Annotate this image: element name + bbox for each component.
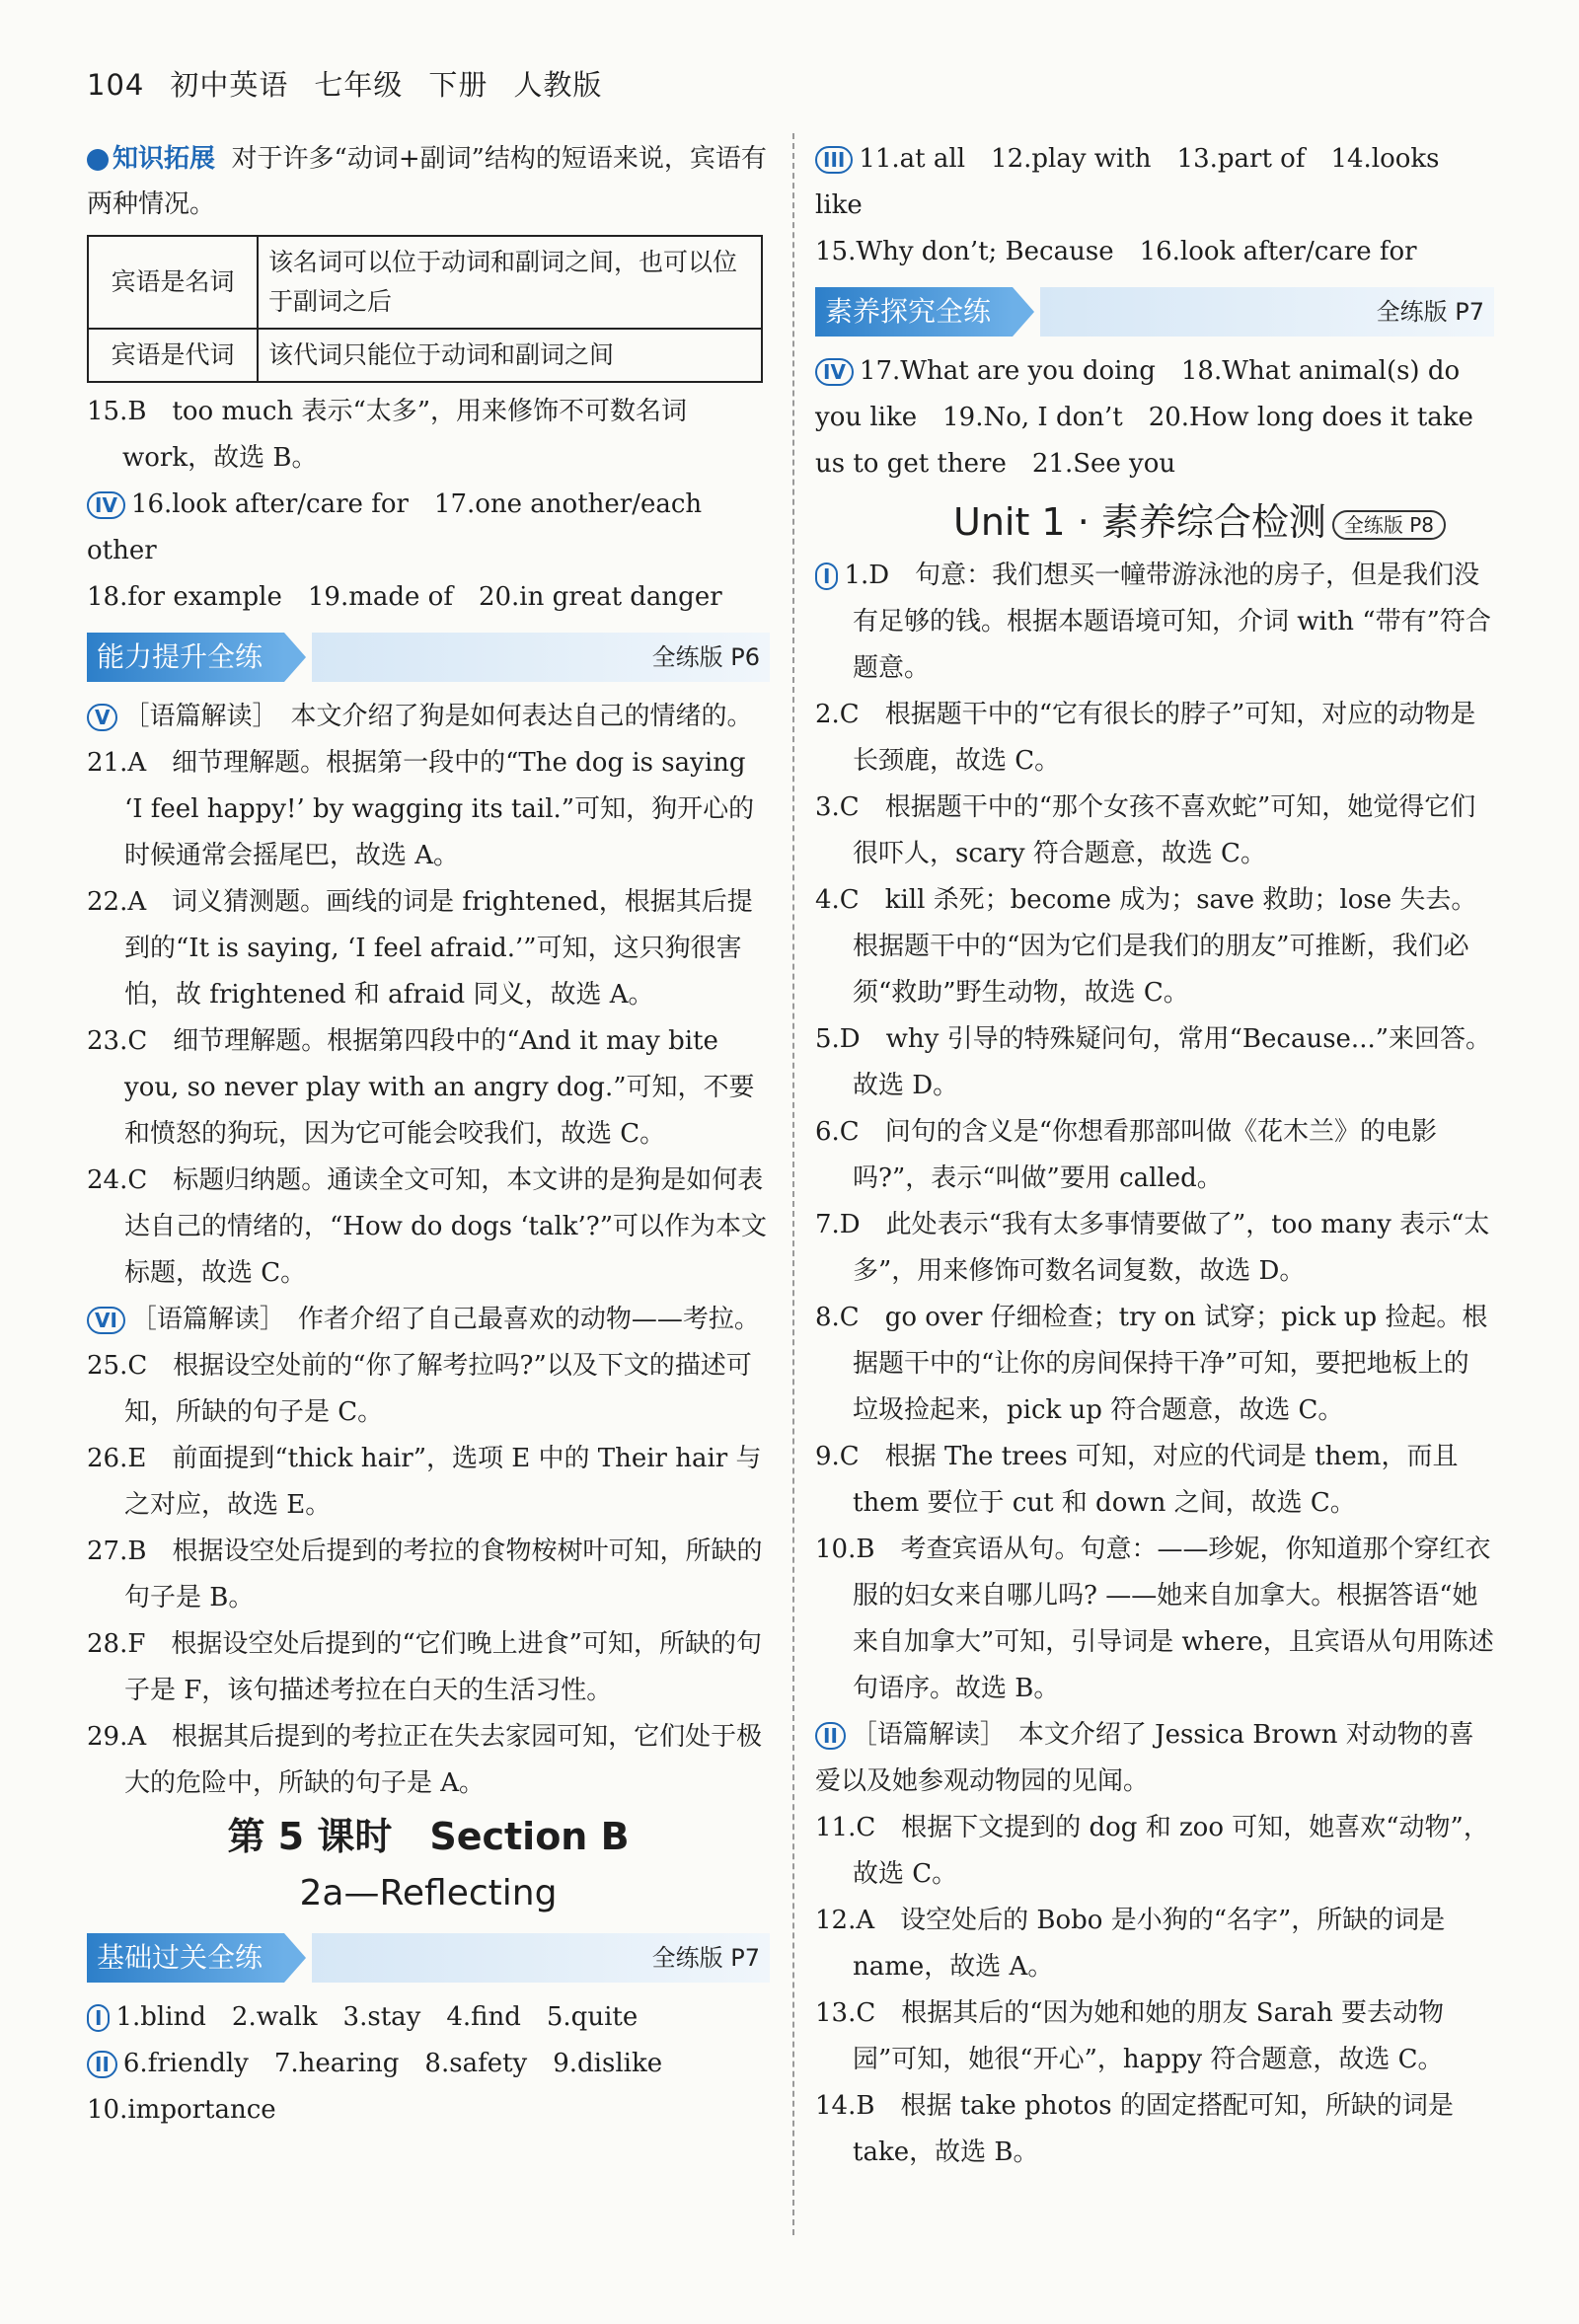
roman-badge: II (815, 1722, 846, 1750)
answer-line: 15.Why don’t; Because 16.look after/care for (815, 237, 1417, 266)
answer-line: 6.friendly 7.hearing 8.safety 9.dislike (122, 2049, 663, 2078)
header-volume: 下册 (428, 68, 489, 102)
banner-ability (87, 633, 770, 682)
reading-intro-text: ［语篇解读］ 作者介绍了自己最喜欢的动物——考拉。 (130, 1305, 760, 1334)
reading-intro-ii (815, 1712, 1494, 1805)
answer-9: 9.C 根据 The trees 可知，对应的代词是 them，而且 them 要位于 cut 和 down 之间，故选 C。 (815, 1442, 1459, 1518)
roman-badge: II (87, 2051, 117, 2078)
answer-27: 27.B 根据设空处后提到的考拉的食物桉树叶可知，所缺的句子是 B。 (87, 1537, 763, 1612)
answer-3: 3.C 根据题干中的“那个女孩不喜欢蛇”可知，她觉得它们很吓人，scary 符合题意，故选 C。 (815, 792, 1476, 868)
answer-7: 7.D 此处表示“我有太多事情要做了”，too many 表示“太多”，用来修饰可数名词复数，故选 D。 (815, 1210, 1490, 1286)
column-divider (792, 133, 794, 2235)
roman-badge: IV (815, 358, 854, 386)
roman-badge: I (87, 2004, 110, 2032)
answer-11: 11.C 根据下文提到的 dog 和 zoo 可知，她喜欢“动物”，故选 C。 (815, 1813, 1489, 1889)
object-table (87, 235, 763, 383)
answer-group-iv (815, 348, 1494, 487)
header-grade: 七年级 (314, 68, 404, 102)
reading-intro-text: ［语篇解读］ 本文介绍了狗是如何表达自己的情绪的。 (123, 702, 753, 731)
table-row (88, 236, 762, 329)
table-cell-value: 该名词可以位于动词和副词之间，也可以位于副词之后 (258, 236, 762, 329)
answer-26: 26.E 前面提到“thick hair”，选项 E 中的 Their hair 与之对应，故选 E。 (87, 1444, 762, 1520)
answer-29: 29.A 根据其后提到的考拉正在失去家园可知，它们处于极大的危险中，所缺的句子是 A。 (87, 1722, 763, 1798)
extension-text: 对于许多“动词+副词”结构的短语来说，宾语有两种情况。 (87, 144, 767, 219)
reading-intro-vi (87, 1297, 770, 1343)
banner-label: 能力提升全练 (87, 633, 284, 682)
table-cell-value: 该代词只能位于动词和副词之间 (258, 329, 762, 382)
answer-23: 23.C 细节理解题。根据第四段中的“And it may bite you, so never play with an angry dog.”可知，不要和愤怒的狗玩，因为它可能会咬我们，故选 C。 (87, 1026, 755, 1149)
answer-21: 21.A 细节理解题。根据第一段中的“The dog is saying ‘I feel happy!’ by wagging its tail.”可知，狗开心的时候通常会摇尾巴，故选 A。 (87, 748, 755, 870)
answer-15: 15.B too much 表示“太多”，用来修饰不可数名词 work，故选 B。 (87, 397, 688, 473)
roman-badge: III (815, 146, 853, 174)
lesson-title: 第 5 课时 Section B (227, 1815, 630, 1858)
answer-5: 5.D why 引导的特殊疑问句，常用“Because...”来回答。故选 D。 (815, 1024, 1492, 1100)
answer-line: 18.for example 19.made of 20.in great danger (87, 582, 722, 612)
banner-tag: 全练版 P7 (651, 1944, 760, 1972)
answer-4: 4.C kill 杀死；become 成为；save 救助；lose 失去。根据题干中的“因为它们是我们的朋友”可推断，我们必须“救助”野生动物，故选 C。 (815, 885, 1477, 1008)
answer-text: 1.D 句意：我们想买一幢带游泳池的房子，但是我们没有足够的钱。根据本题语境可知，介词 with “带有”符合题意。 (844, 561, 1491, 683)
header-subject: 初中英语 (170, 68, 289, 102)
answer-group-ii (87, 2041, 770, 2087)
unit-title-text: Unit 1 · 素养综合检测 (953, 500, 1326, 544)
table-cell-key: 宾语是代词 (88, 329, 258, 382)
answer-8: 8.C go over 仔细检查；try on 试穿；pick up 捡起。根据题干中的“让你的房间保持干净”可知，要把地板上的垃圾捡起来，pick up 符合题意，故选 C。 (815, 1303, 1488, 1425)
answer-group-iii (815, 136, 1494, 229)
answer-24: 24.C 标题归纳题。通读全文可知，本文讲的是狗是如何表达自己的情绪的，“How do dogs ‘talk’?”可以作为本文标题，故选 C。 (87, 1165, 768, 1288)
banner-tag: 全练版 P6 (651, 643, 760, 671)
answer-2: 2.C 根据题干中的“它有很长的脖子”可知，对应的动物是长颈鹿，故选 C。 (815, 700, 1476, 776)
table-cell-key: 宾语是名词 (88, 236, 258, 329)
answer-group-i (87, 1994, 770, 2041)
page-number: 104 (87, 68, 145, 102)
unit-tag: 全练版 P8 (1332, 510, 1446, 540)
banner-inquiry (815, 287, 1494, 337)
answer-13: 13.C 根据其后的“因为她和她的朋友 Sarah 要去动物园”可知，她很“开心”，happy 符合题意，故选 C。 (815, 1998, 1445, 2074)
extension-icon (87, 149, 109, 171)
banner-label: 素养探究全练 (815, 287, 1013, 337)
roman-badge: IV (87, 491, 125, 519)
answer-line: 16.look after/care for 17.one another/each other (87, 489, 703, 565)
answer-25: 25.C 根据设空处前的“你了解考拉吗?”以及下文的描述可知，所缺的句子是 C。 (87, 1351, 752, 1427)
right-column (815, 136, 1494, 2176)
answer-28: 28.F 根据设空处后提到的“它们晚上进食”可知，所缺的句子是 F，该句描述考拉在白天的生活习性。 (87, 1629, 762, 1705)
header-edition: 人教版 (513, 68, 603, 102)
answer-1 (815, 553, 1494, 692)
lesson-subtitle: 2a—Reflecting (299, 1873, 558, 1913)
answer-14: 14.B 根据 take photos 的固定搭配可知，所缺的词是 take，故选 B。 (815, 2091, 1454, 2167)
answer-line: 10.importance (87, 2095, 276, 2125)
answer-group-iv (87, 482, 770, 574)
roman-badge: V (87, 704, 117, 731)
banner-label: 基础过关全练 (87, 1933, 284, 1983)
answer-line: 1.blind 2.walk 3.stay 4.find 5.quite (115, 2002, 639, 2032)
left-column (87, 136, 770, 2134)
reading-intro-text: ［语篇解读］ 本文介绍了 Jessica Brown 对动物的喜爱以及她参观动物园的见闻。 (815, 1720, 1474, 1796)
page-header (87, 63, 628, 104)
answer-10: 10.B 考查宾语从句。句意：——珍妮，你知道那个穿红衣服的妇女来自哪儿吗? ——她来自加拿大。根据答语“她来自加拿大”可知，引导词是 where，且宾语从句用陈述句语序。故选 B。 (815, 1535, 1494, 1703)
answer-6: 6.C 问句的含义是“你想看那部叫做《花木兰》的电影吗?”，表示“叫做”要用 called。 (815, 1117, 1437, 1193)
unit-title (815, 491, 1494, 553)
answer-text: 17.What are you doing 18.What animal(s) do you like 19.No, I don’t 20.How long does it take us to get there 21.See you (815, 356, 1473, 479)
knowledge-extension (87, 136, 770, 227)
roman-badge: I (815, 562, 838, 590)
answer-22: 22.A 词义猜测题。画线的词是 frightened，根据其后提到的“It is saying, ‘I feel afraid.’”可知，这只狗很害怕，故 frightened 和 afraid 同义，故选 A。 (87, 887, 753, 1010)
answer-line: 11.at all 12.play with 13.part of 14.looks like (815, 144, 1440, 220)
answer-12: 12.A 设空处后的 Bobo 是小狗的“名字”，所缺的词是 name，故选 A。 (815, 1906, 1446, 1982)
banner-tag: 全练版 P7 (1376, 298, 1484, 326)
roman-badge: VI (87, 1307, 125, 1334)
reading-intro-v (87, 694, 770, 740)
table-row (88, 329, 762, 382)
extension-title: 知识拓展 (113, 144, 216, 174)
banner-basic (87, 1933, 770, 1983)
